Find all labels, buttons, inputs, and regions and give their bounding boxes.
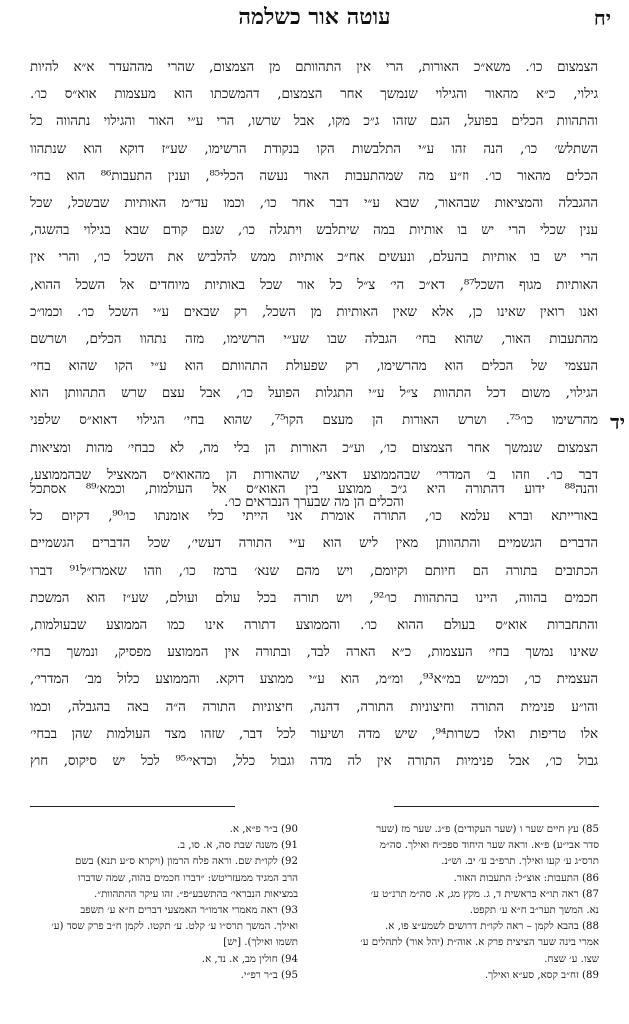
text-line: הכלים מהאור כו׳. וז״ע מה שמהתעבות האור נעשה הכלי⁸⁵, וענין התעבות⁸⁶ הוא בחי׳: [30, 168, 598, 184]
footnote-line: תשמו ואילך). [יש]: [223, 937, 298, 949]
footnote-line: 85) עץ חיים שער ו (שער העקודים) פ״ג. שער מז (שער: [376, 824, 599, 835]
page-number: יח: [593, 6, 611, 30]
footnote-line: ואילך. המשך תרס״ו ע׳ קלט. ע׳ תקטו. לקמן ח״ב פרק שסד (ע׳: [51, 921, 298, 933]
footnote-line: סדר אבי״ע) פ״א. וראה שער היחוד ספכ״ח ואילך. סה״מ: [379, 840, 599, 852]
footnote-divider-right: [394, 806, 599, 807]
footnote-line: 94) חולין מב, א. נד, א.: [201, 953, 298, 965]
text-line: אלו טריפות ואלו כשרות⁹⁴, שיש מדה ושיעור לכל דבר, שזהו מצד העולמות שהן בבחי׳: [30, 726, 598, 742]
footnote-line: שצו. ע׳ שצח.: [544, 953, 599, 965]
text-line: גבול כו׳, אבל פנימיות התורה אין לה מדה וגבול כלל, וכדאי׳⁹⁵ לכל יש סיקוס, חוץ: [30, 753, 598, 769]
text-line: ההגבלה והמציאות שבהאור, שבא ע״י דבר אחר כו׳, וכמו עד״מ האותיות שבשכל, שכל: [30, 195, 598, 211]
body-paragraph-2: [30, 476, 598, 775]
footnote-line: 88) בהבא לקמן – ראה לקו״ת דרושים לשמע״צ פו, א.: [385, 921, 599, 933]
footnote-line: 91) משנה שבת סה, א. סו, ב.: [176, 840, 298, 852]
text-line: גילוי, כ״א מהאור והגילוי שנמשך אחר הצמצום, דהמשכתו הוא מעצמות אוא״ס כו׳.: [30, 87, 598, 103]
text-line: דבר כו׳. וזהו ב׳ המדרי׳ שבהממוצע דאצי׳, שהאורות הן מהאוא״ס המאציל שבהממוצע,: [30, 467, 598, 483]
footnote-line: 92) לקו״ת שם. וראה פלח הרמון (ויקרא ס״ע תנא) בשם: [75, 856, 298, 868]
text-line: הצמצום כו׳. משא״כ האורות, הרי אין התהוותם מן הצמצום, שהרי מההעדר א״א להיות: [30, 60, 598, 75]
text-line: הדברים הגשמיים והתהוותן מאין ליש הוא ע״י התורה דעשי׳, שכל הדברים הגשמיים: [30, 536, 598, 552]
text-line: ואנו רואין שאינו כן, אלא שאין האותיות מן השכל, רק שבאים ע״י השכל כו׳. וכמו״כ: [30, 304, 598, 320]
text-line: הצמצום שנמשך אחר הצמצום כו׳, וע״כ האורות הן בלי מה, לא כבחי׳ מהות ומציאות: [30, 440, 598, 456]
text-line: מהתעבות האור, שהוא בחי׳ הגבלה שבו שע״י הרשימו, מזה נתהוו הכלים, ושרשם: [30, 331, 598, 347]
text-line: הגילוי, משום דכל התהוות צ״ל ע״י התגלות הפועל כו׳, אבל עצם שרש התהוותן הוא: [30, 386, 598, 402]
text-line: הכתובים בתורה הם חיותם וקיומם, ויש מהם שנא׳ ברמז כו׳, וזהו שאמרז״ל⁹¹ דברו: [30, 563, 598, 579]
footnote-divider-left: [30, 806, 235, 807]
text-line: ענין שכלי הרי יש בו אותיות במה שיתלבש ויתגלה כו׳, שגם קודם שבא בגילוי בהשגה,: [30, 223, 598, 239]
text-line: והו״ע פנימית התורה וחיצוניות התורה, דהנה, חיצוניות התורה ה״ה באה בהגבלה, וכמו: [30, 699, 598, 715]
footnote-line: הרב המגיד ממעזריטש: ״דברו חכמים בהוה, שמה שדברו: [77, 872, 298, 884]
footnote-line: 95) ב״ר רפ״י.: [240, 969, 298, 981]
text-line: והנה⁸⁸ ידוע דהתורה היא ג״כ ממוצע בין האוא״ס אל העולמות, וכמא׳⁸⁹ אסתכל: [30, 482, 598, 497]
footnote-line: 86) התעבות: אוצ״ל: התעבות האור.: [453, 872, 599, 884]
text-line: והתחברות אוא״ס בעולם ההוא כו׳. והממוצע דתורה אינו כמו הממוצע שבעולמות,: [30, 617, 598, 633]
text-line: השתלש׳ כו׳, הנה זהו ע״י התלבשות הקו בנקודת הרשימו, שע״ז דוקא הוא שנתהוו: [30, 141, 598, 157]
footnote-line: אמרי בינה שער הציצית פרק א. אוה״ת (יהל אור) לתהלים ע׳: [360, 937, 599, 949]
section-margin-number: יד: [610, 410, 625, 434]
text-line: העצמית כו׳, וכמ״ש במ״א⁹³, ומ״מ, הוא ע״י ממוצע דוקא. והממוצע כלול מב׳ המדרי׳,: [30, 672, 598, 688]
running-title: עוטה אור כשלמה: [238, 4, 391, 30]
text-line: העצמי של הכלים הוא מהרשימו, רק שפעולת התהוותם הוא ע״י הקו שהוא בחי׳: [30, 359, 598, 375]
text-line: מהרשימו כו׳⁷⁵. ושרש האורות הן מעצם הקו⁷⁵, שהוא בחי׳ הגילוי דאוא״ס שלפני: [30, 413, 598, 429]
text-line: באורייתא וברא עלמא כו׳, התורה אומרת אני הייתי כלי אומנתו כו׳⁹⁰, דקיום כל: [30, 509, 598, 525]
text-line: האותיות מגוף השכל⁸⁷, דא״כ הי׳ צ״ל כל אור שכל באותיות מיוחדים אל השכל ההוא,: [30, 277, 598, 293]
footnote-line: נא. המשך תער״ב ח״א ע׳ תקפט.: [469, 905, 599, 917]
footnotes-column-left: [30, 822, 298, 984]
footnote-line: 90) ב״ר פ״א, א.: [229, 824, 298, 835]
text-line: והתהוות הכלים בפועל, הגם שזהו ג״כ מקו, אבל שרשו, הרי ע״י האור והגילוי נתהווה כל: [30, 114, 598, 130]
body-paragraph-1: [30, 54, 598, 516]
footnotes-column-right: [331, 822, 599, 984]
text-line-final: והכלים הן מה שבערך הנבראים כו׳.: [224, 495, 404, 510]
footnote-line: תרס״ג ע׳ קעו ואילך. תרפ״ב ע׳ יב. וש״נ.: [441, 856, 599, 868]
footnote-line: במציאות הנבראי׳ בהתשבע״פ״. זהו עיקר ההתהוות״.: [93, 888, 298, 900]
text-line: חכמים בהווה, היינו בהתהוות כו׳⁹², ויש תורה בכל עולם ועולם, שע״ז הוא המשכת: [30, 590, 598, 606]
text-line: שאינו נמשך בחי׳ העצמות, כ״א הארה לבד, ובתורה אין הממוצע מפסיק, ונמשך בחי׳: [30, 645, 598, 661]
footnote-line: 93) ראה מאמרי אדמו״ר האמצעי דברים ח״א ע׳ תשפב: [80, 905, 298, 917]
footnote-line: 87) ראה תו״א בראשית ד, ג. מקץ מג, א. סה״מ תרנ״ט ע׳: [370, 888, 599, 900]
text-line: הרי יש בו אותיות בהעלם, ונעשים אח״כ אותיות ממש להלביש את השכל כו׳, והרי אין: [30, 250, 598, 266]
footnote-line: 89) זח״ב קסא, סע״א ואילך.: [484, 969, 599, 981]
